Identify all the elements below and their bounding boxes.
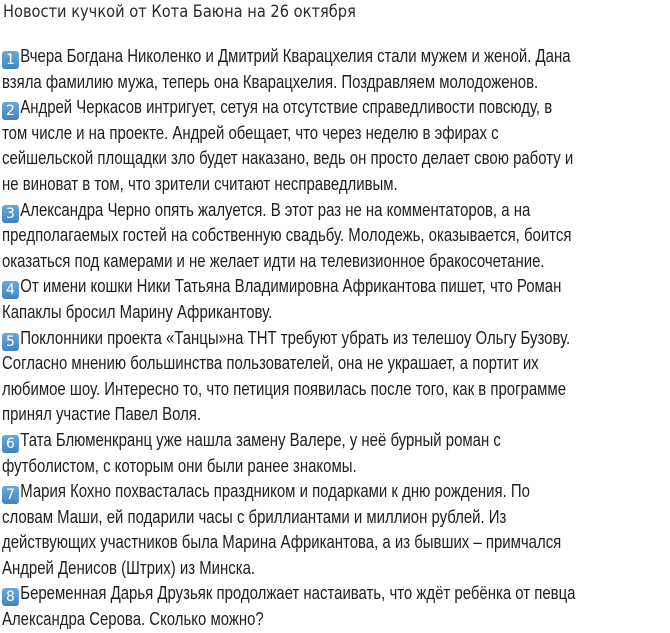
keycap-3-icon: 3 (2, 205, 19, 223)
news-item (2, 479, 670, 581)
news-text: Андрей Черкасов интригует, сетуя на отсутствие справедливости повсюду, в (20, 97, 553, 118)
news-text: От имени кошки Ники Татьяна Владимировна Африкантова пишет, что Роман (20, 276, 562, 297)
news-text: предполагаемых гостей на собственную свадьбу. Молодежь, оказывается, боится (2, 225, 572, 246)
news-text: словам Маши, ей подарили часы с бриллиантами и миллион рублей. Из (2, 506, 507, 527)
news-text: футболистом, с которым они были ранее знакомы. (2, 455, 357, 476)
news-text: не виноват в том, что зрители считают несправедливым. (2, 173, 398, 194)
post-title: Новости кучкой от Кота Баюна на 26 октября (3, 2, 356, 22)
news-text: Александра Серова. Сколько можно? (2, 609, 264, 630)
keycap-2-icon: 2 (2, 102, 19, 120)
news-text: Александра Черно опять жалуется. В этот раз не на комментаторов, а на (20, 199, 531, 220)
news-text: том числе и на проекте. Андрей обещает, что через неделю в эфирах с (2, 122, 499, 143)
news-list (2, 44, 670, 633)
news-text: любимое шоу. Интересно то, что петиция появилась после того, как в программе (2, 378, 567, 399)
news-text: Беременная Дарья Друзьяк продолжает настаивать, что ждёт ребёнка от певца (20, 583, 576, 604)
news-text: Капаклы бросил Марину Африкантову. (2, 301, 273, 322)
news-text: Мария Кохно похвасталась праздником и подарками к дню рождения. По (20, 481, 530, 502)
keycap-5-icon: 5 (2, 333, 19, 351)
news-text: Вчера Богдана Николенко и Дмитрий Кварацхелия стали мужем и женой. Дана (20, 46, 571, 66)
news-text: Согласно мнению большинства пользователей, она не украшает, а портит их (2, 353, 539, 374)
keycap-1-icon: 1 (2, 51, 19, 69)
news-item (2, 274, 670, 325)
keycap-4-icon: 4 (2, 281, 19, 299)
keycap-6-icon: 6 (2, 435, 19, 453)
news-item (2, 581, 670, 632)
news-item (2, 198, 670, 275)
news-text: принял участие Павел Воля. (2, 404, 202, 425)
news-text: Поклонники проекта «Танцы»на ТНТ требуют убрать из телешоу Ольгу Бузову. (20, 327, 571, 348)
news-item (2, 44, 670, 95)
news-text: оказаться под камерами и не желает идти на телевизионное бракосочетание. (2, 250, 545, 271)
news-text: действующих участников была Марина Африкантова, а из бывших – примчался (2, 532, 562, 553)
news-text: Андрей Денисов (Штрих) из Минска. (2, 557, 256, 578)
news-item (2, 326, 670, 428)
news-item (2, 95, 670, 197)
news-text: Тата Блюменкранц уже нашла замену Валере, у неё бурный роман с (20, 429, 501, 450)
news-item (2, 428, 670, 479)
keycap-8-icon: 8 (2, 588, 19, 606)
news-text: сейшельской площадки зло будет наказано, ведь он просто делает свою работу и (2, 148, 574, 169)
news-text: взяла фамилию мужа, теперь она Кварацхелия. Поздравляем молодоженов. (2, 71, 539, 92)
keycap-7-icon: 7 (2, 486, 19, 504)
